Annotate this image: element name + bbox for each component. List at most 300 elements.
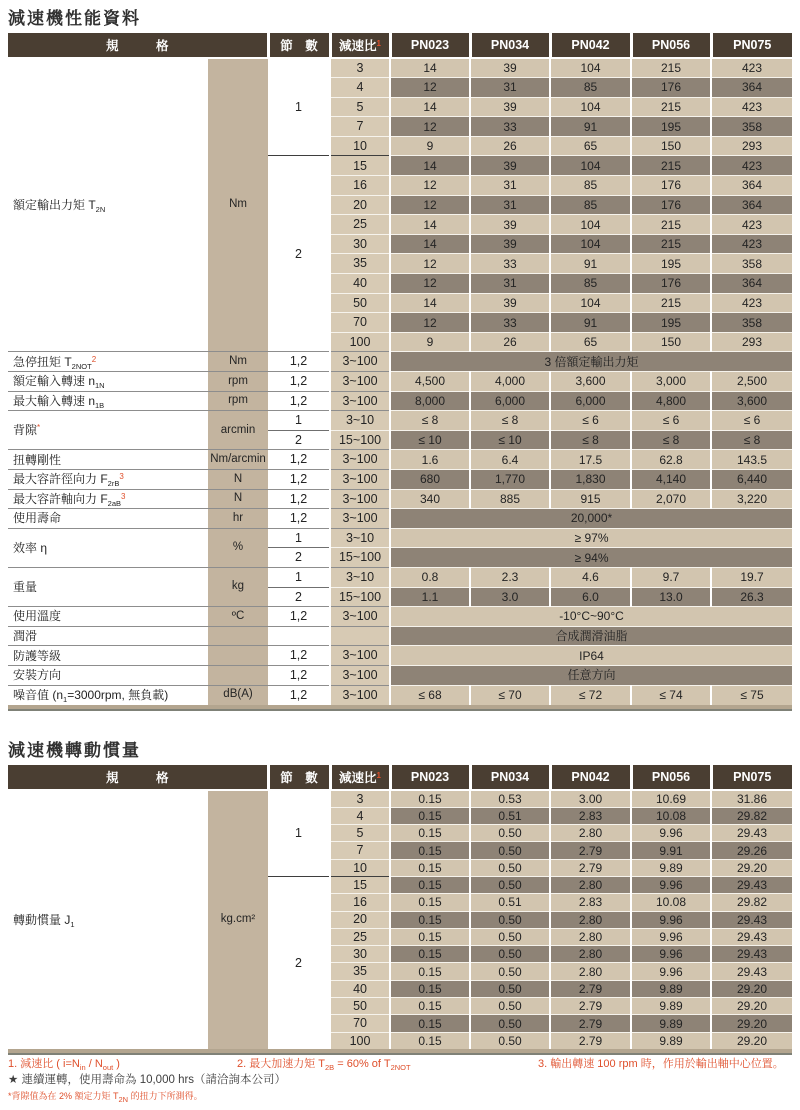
value-cell: 9.89 [631,998,711,1015]
table-row [8,626,792,646]
superscript-note-ref: 1 [376,39,381,48]
value-cell: 2.79 [550,842,631,859]
value-cell: 364 [711,78,792,98]
value-cell: 39 [470,215,550,235]
unit-cell: hr [208,509,268,529]
merged-value-cell: IP64 [390,646,792,666]
value-cell: 2,070 [631,489,711,509]
value-cell: 14 [390,58,470,78]
ratio-cell: 3~100 [330,372,390,392]
ratio-cell: 100 [330,332,390,352]
spec-label-cell: 潤滑 [8,626,208,646]
value-cell: 12 [390,78,470,98]
table1-bottom-bar [8,705,792,711]
footnote-1: 1. 減速比 ( $i=N_{in} / N_{out}$ ) [8,1058,120,1072]
value-cell: 6,440 [711,469,792,489]
value-cell: 1,770 [470,469,550,489]
subscript: in [79,1063,86,1072]
value-cell: 26 [470,136,550,156]
value-cell: 2.80 [550,928,631,945]
table-row [8,646,792,666]
value-cell: 0.50 [470,980,550,997]
spec-label-cell: 背隙* [8,411,208,450]
value-cell: 19.7 [711,567,792,587]
spec-label-cell: 急停扭矩 $T_{2NOT}^2$ [8,352,208,372]
value-cell: 85 [550,274,631,294]
table-row [8,509,792,529]
spec-header-cell: 規 格 [8,33,268,58]
value-cell: 0.50 [470,825,550,842]
value-cell: ≤ 6 [711,411,792,431]
table-body [8,58,792,705]
value-cell: 2.80 [550,963,631,980]
value-cell: 26 [470,332,550,352]
value-cell: 2.79 [550,980,631,997]
value-cell: 10.69 [631,790,711,807]
value-cell: 10.08 [631,894,711,911]
value-cell: 29.26 [711,842,792,859]
value-cell: 12 [390,117,470,137]
value-cell: 29.20 [711,1032,792,1049]
value-cell: 9.89 [631,980,711,997]
ratio-cell: 30 [330,946,390,963]
section1-title: 減速機性能資料 [8,9,141,28]
value-cell: 9 [390,332,470,352]
ratio-cell: 50 [330,998,390,1015]
value-cell: 915 [550,489,631,509]
value-cell: 0.50 [470,842,550,859]
value-cell: 215 [631,215,711,235]
ratio-cell: 7 [330,842,390,859]
subscript: 1 [63,695,68,705]
value-cell: 91 [550,313,631,333]
subscript: 2N [118,1095,129,1104]
stage-cell: 1,2 [268,685,330,705]
subscript: 1 [70,920,75,930]
value-cell: 6,000 [550,391,631,411]
value-cell: ≤ 8 [470,411,550,431]
value-cell: 9.96 [631,946,711,963]
value-cell: 0.15 [390,790,470,807]
value-cell: 4,500 [390,372,470,392]
model-header-cell: PN042 [550,765,631,790]
value-cell: 4,140 [631,469,711,489]
merged-value-cell: ≥ 94% [390,548,792,568]
model-header-cell: PN075 [711,33,792,58]
value-cell: 0.15 [390,894,470,911]
value-cell: 0.50 [470,1015,550,1032]
ratio-cell: 15~100 [330,548,390,568]
value-cell: 6.0 [550,587,631,607]
value-cell: 340 [390,489,470,509]
value-cell: ≤ 8 [390,411,470,431]
stage-cell: 1,2 [268,607,330,627]
stages-header-cell: 節 數 [268,33,330,58]
value-cell: 12 [390,195,470,215]
value-cell: 33 [470,117,550,137]
value-cell: 0.51 [470,807,550,824]
value-cell: 0.50 [470,1032,550,1049]
value-cell: 0.15 [390,998,470,1015]
value-cell: 9.89 [631,1032,711,1049]
ratio-cell: 35 [330,254,390,274]
unit-cell [208,626,268,646]
subscript: 2NOT [71,361,92,371]
value-cell: 31 [470,274,550,294]
ratio-cell: 3~100 [330,665,390,685]
value-cell: 3.00 [550,790,631,807]
footnote-2: 2. 最大加速力矩 $T_{2B} = 60\%$ of $T_{2NOT}$ [237,1058,411,1072]
ratio-cell: 15~100 [330,430,390,450]
stage-cell: 1 [268,58,330,156]
stages-header-cell: 節 數 [268,765,330,790]
value-cell: 31 [470,78,550,98]
value-cell: 364 [711,195,792,215]
value-cell: 9 [390,136,470,156]
value-cell: 0.53 [470,790,550,807]
spec-label-cell: 最大容許軸向力 $F_{2aB}^3$ [8,489,208,509]
stage-cell: 2 [268,587,330,607]
value-cell: 12 [390,176,470,196]
value-cell: 2.3 [470,567,550,587]
subscript: 2B [325,1063,335,1072]
ratio-cell: 3~10 [330,567,390,587]
value-cell: 358 [711,117,792,137]
value-cell: 143.5 [711,450,792,470]
value-cell: 9.89 [631,1015,711,1032]
model-header-cell: PN034 [470,33,550,58]
unit-cell: dB(A) [208,685,268,705]
value-cell: 0.8 [390,567,470,587]
value-cell: 2.80 [550,825,631,842]
unit-cell: N [208,469,268,489]
stage-cell: 2 [268,430,330,450]
unit-cell: % [208,528,268,567]
ratio-header-cell: 減速比$^1$ [330,765,390,790]
inertia-table [8,765,792,1049]
value-cell: 0.50 [470,928,550,945]
value-cell: 6,000 [470,391,550,411]
value-cell: 423 [711,234,792,254]
value-cell: 1.6 [390,450,470,470]
value-cell: 65 [550,136,631,156]
stage-cell: 1,2 [268,509,330,529]
value-cell: 0.50 [470,911,550,928]
ratio-cell: 70 [330,313,390,333]
performance-table [8,33,792,705]
stage-cell: 2 [268,876,330,1049]
value-cell: 39 [470,58,550,78]
table-row [8,567,792,587]
stage-cell: 1,2 [268,489,330,509]
value-cell: 0.50 [470,963,550,980]
value-cell: 31 [470,195,550,215]
performance-table-wrap [8,33,792,711]
value-cell: 0.15 [390,1032,470,1049]
value-cell: 104 [550,293,631,313]
ratio-cell: 3~10 [330,411,390,431]
value-cell: 2.79 [550,1015,631,1032]
spec-label-cell: 噪音值 ($n_1=3000rpm$, 無負載) [8,685,208,705]
ratio-cell: 4 [330,78,390,98]
value-cell: ≤ 8 [711,430,792,450]
value-cell: 29.20 [711,1015,792,1032]
ratio-cell: 3~100 [330,469,390,489]
stage-cell: 1,2 [268,646,330,666]
value-cell: 85 [550,176,631,196]
table-row [8,489,792,509]
value-cell: 9.89 [631,859,711,876]
value-cell: 1.1 [390,587,470,607]
value-cell: ≤ 70 [470,685,550,705]
value-cell: 31 [470,176,550,196]
value-cell: ≤ 72 [550,685,631,705]
value-cell: ≤ 68 [390,685,470,705]
table-row [8,607,792,627]
value-cell: 3.0 [470,587,550,607]
stage-cell: 1 [268,790,330,876]
stage-cell: 1,2 [268,665,330,685]
value-cell: 215 [631,156,711,176]
value-cell: 14 [390,215,470,235]
ratio-cell: 20 [330,911,390,928]
value-cell: 176 [631,274,711,294]
spec-label-cell: 使用壽命 [8,509,208,529]
value-cell: 4,000 [470,372,550,392]
value-cell: 9.96 [631,928,711,945]
value-cell: 9.91 [631,842,711,859]
value-cell: 2.79 [550,998,631,1015]
value-cell: 29.43 [711,876,792,893]
superscript-note-ref: 1 [376,771,381,780]
value-cell: 176 [631,78,711,98]
value-cell: 2.83 [550,894,631,911]
ratio-cell: 15~100 [330,587,390,607]
table-row [8,450,792,470]
value-cell: ≤ 74 [631,685,711,705]
stage-cell: 1,2 [268,391,330,411]
ratio-cell: 16 [330,176,390,196]
table-row [8,528,792,548]
value-cell: 0.15 [390,928,470,945]
ratio-cell: 10 [330,859,390,876]
value-cell: ≤ 10 [390,430,470,450]
stage-cell: 1,2 [268,372,330,392]
value-cell: 4,800 [631,391,711,411]
ratio-header-cell: 減速比$^1$ [330,33,390,58]
ratio-cell: 100 [330,1032,390,1049]
value-cell: 9.7 [631,567,711,587]
value-cell: 885 [470,489,550,509]
stage-cell: 1,2 [268,450,330,470]
value-cell: 31.86 [711,790,792,807]
unit-cell: kg [208,567,268,606]
table-row [8,411,792,431]
model-header-cell: PN075 [711,765,792,790]
ratio-cell: 3~100 [330,509,390,529]
value-cell: 0.50 [470,876,550,893]
spec-header-cell: 規 格 [8,765,268,790]
ratio-cell: 3 [330,790,390,807]
ratio-cell: 3~100 [330,391,390,411]
value-cell: 2.80 [550,876,631,893]
value-cell: 0.15 [390,911,470,928]
inertia-table-wrap [8,765,792,1055]
value-cell: 2.79 [550,859,631,876]
value-cell: 2,500 [711,372,792,392]
value-cell: 12 [390,313,470,333]
value-cell: 0.51 [470,894,550,911]
spec-label-cell: 轉動慣量 $J_1$ [8,790,208,1049]
value-cell: 9.96 [631,911,711,928]
merged-value-cell: 20,000* [390,509,792,529]
value-cell: 29.43 [711,928,792,945]
value-cell: 0.50 [470,998,550,1015]
value-cell: 29.20 [711,859,792,876]
unit-cell [208,646,268,666]
merged-value-cell: ≥ 97% [390,528,792,548]
value-cell: 2.79 [550,1032,631,1049]
value-cell: 14 [390,234,470,254]
unit-cell: Nm [208,58,268,352]
value-cell: 358 [711,313,792,333]
unit-cell: Nm/arcmin [208,450,268,470]
header-row [8,33,792,58]
stage-cell: 1,2 [268,352,330,372]
value-cell: 423 [711,293,792,313]
ratio-cell [330,626,390,646]
ratio-cell: 7 [330,117,390,137]
value-cell: 29.82 [711,894,792,911]
value-cell: 14 [390,293,470,313]
value-cell: 364 [711,274,792,294]
unit-cell: Nm [208,352,268,372]
value-cell: ≤ 10 [470,430,550,450]
ratio-cell: 25 [330,928,390,945]
value-cell: ≤ 75 [711,685,792,705]
value-cell: 85 [550,78,631,98]
subscript: 2N [95,205,106,215]
value-cell: 39 [470,156,550,176]
value-cell: 0.15 [390,946,470,963]
value-cell: 12 [390,274,470,294]
model-header-cell: PN023 [390,33,470,58]
value-cell: 364 [711,176,792,196]
ratio-cell: 30 [330,234,390,254]
spec-label-cell: 扭轉剛性 [8,450,208,470]
stage-cell: 1,2 [268,469,330,489]
value-cell: 17.5 [550,450,631,470]
merged-value-cell: 任意方向 [390,665,792,685]
subscript: out [102,1063,114,1072]
ratio-cell: 50 [330,293,390,313]
unit-cell: rpm [208,391,268,411]
value-cell: 65 [550,332,631,352]
footnote-backlash: *背隙值為在 2% 額定力矩 $T_{2N}$ 的扭力下所測得。 [8,1091,203,1104]
value-cell: 39 [470,293,550,313]
value-cell: 0.15 [390,825,470,842]
value-cell: 150 [631,136,711,156]
stage-cell: 1 [268,567,330,587]
subscript: 2rB [107,479,120,489]
value-cell: 29.82 [711,807,792,824]
value-cell: 423 [711,58,792,78]
ratio-cell: 20 [330,195,390,215]
value-cell: 423 [711,97,792,117]
table-header [8,33,792,58]
value-cell: 176 [631,195,711,215]
value-cell: 29.20 [711,998,792,1015]
value-cell: 10.08 [631,807,711,824]
ratio-cell: 3~10 [330,528,390,548]
table-row [8,685,792,705]
value-cell: 0.15 [390,963,470,980]
value-cell: 104 [550,234,631,254]
value-cell: 9.96 [631,963,711,980]
unit-cell: N [208,489,268,509]
value-cell: 3,220 [711,489,792,509]
model-header-cell: PN042 [550,33,631,58]
value-cell: 293 [711,136,792,156]
value-cell: 104 [550,156,631,176]
spec-label-cell: 效率 η [8,528,208,567]
value-cell: 0.15 [390,842,470,859]
table-row [8,372,792,392]
value-cell: 3,600 [550,372,631,392]
spec-label-cell: 額定輸入轉速 $n_{1N}$ [8,372,208,392]
unit-cell: ºC [208,607,268,627]
value-cell: 680 [390,469,470,489]
value-cell: 9.96 [631,876,711,893]
value-cell: 2.80 [550,946,631,963]
value-cell: ≤ 6 [550,411,631,431]
merged-value-cell: 3 倍額定輸出力矩 [390,352,792,372]
ratio-cell: 35 [330,963,390,980]
ratio-cell: 15 [330,156,390,176]
spec-label-cell: 使用溫度 [8,607,208,627]
value-cell: 13.0 [631,587,711,607]
value-cell: 215 [631,97,711,117]
merged-value-cell: -10°C~90°C [390,607,792,627]
value-cell: 0.15 [390,876,470,893]
value-cell: 14 [390,97,470,117]
value-cell: 195 [631,117,711,137]
value-cell: 39 [470,97,550,117]
section2-title: 減速機轉動慣量 [8,741,141,760]
value-cell: 358 [711,254,792,274]
footnote-star: ★ 連續運轉，使用壽命為 10,000 hrs（請洽詢本公司） [8,1074,287,1086]
value-cell: 9.96 [631,825,711,842]
ratio-cell: 3 [330,58,390,78]
ratio-cell: 3~100 [330,352,390,372]
ratio-cell: 5 [330,97,390,117]
value-cell: 195 [631,313,711,333]
value-cell: 6.4 [470,450,550,470]
ratio-cell: 4 [330,807,390,824]
value-cell: 150 [631,332,711,352]
value-cell: 104 [550,58,631,78]
value-cell: 8,000 [390,391,470,411]
model-header-cell: PN023 [390,765,470,790]
value-cell: 14 [390,156,470,176]
table-row [8,352,792,372]
spec-label-cell: 最大輸入轉速 $n_{1B}$ [8,391,208,411]
value-cell: 2.83 [550,807,631,824]
model-header-cell: PN056 [631,765,711,790]
value-cell: 215 [631,234,711,254]
value-cell: 293 [711,332,792,352]
ratio-cell: 3~100 [330,450,390,470]
